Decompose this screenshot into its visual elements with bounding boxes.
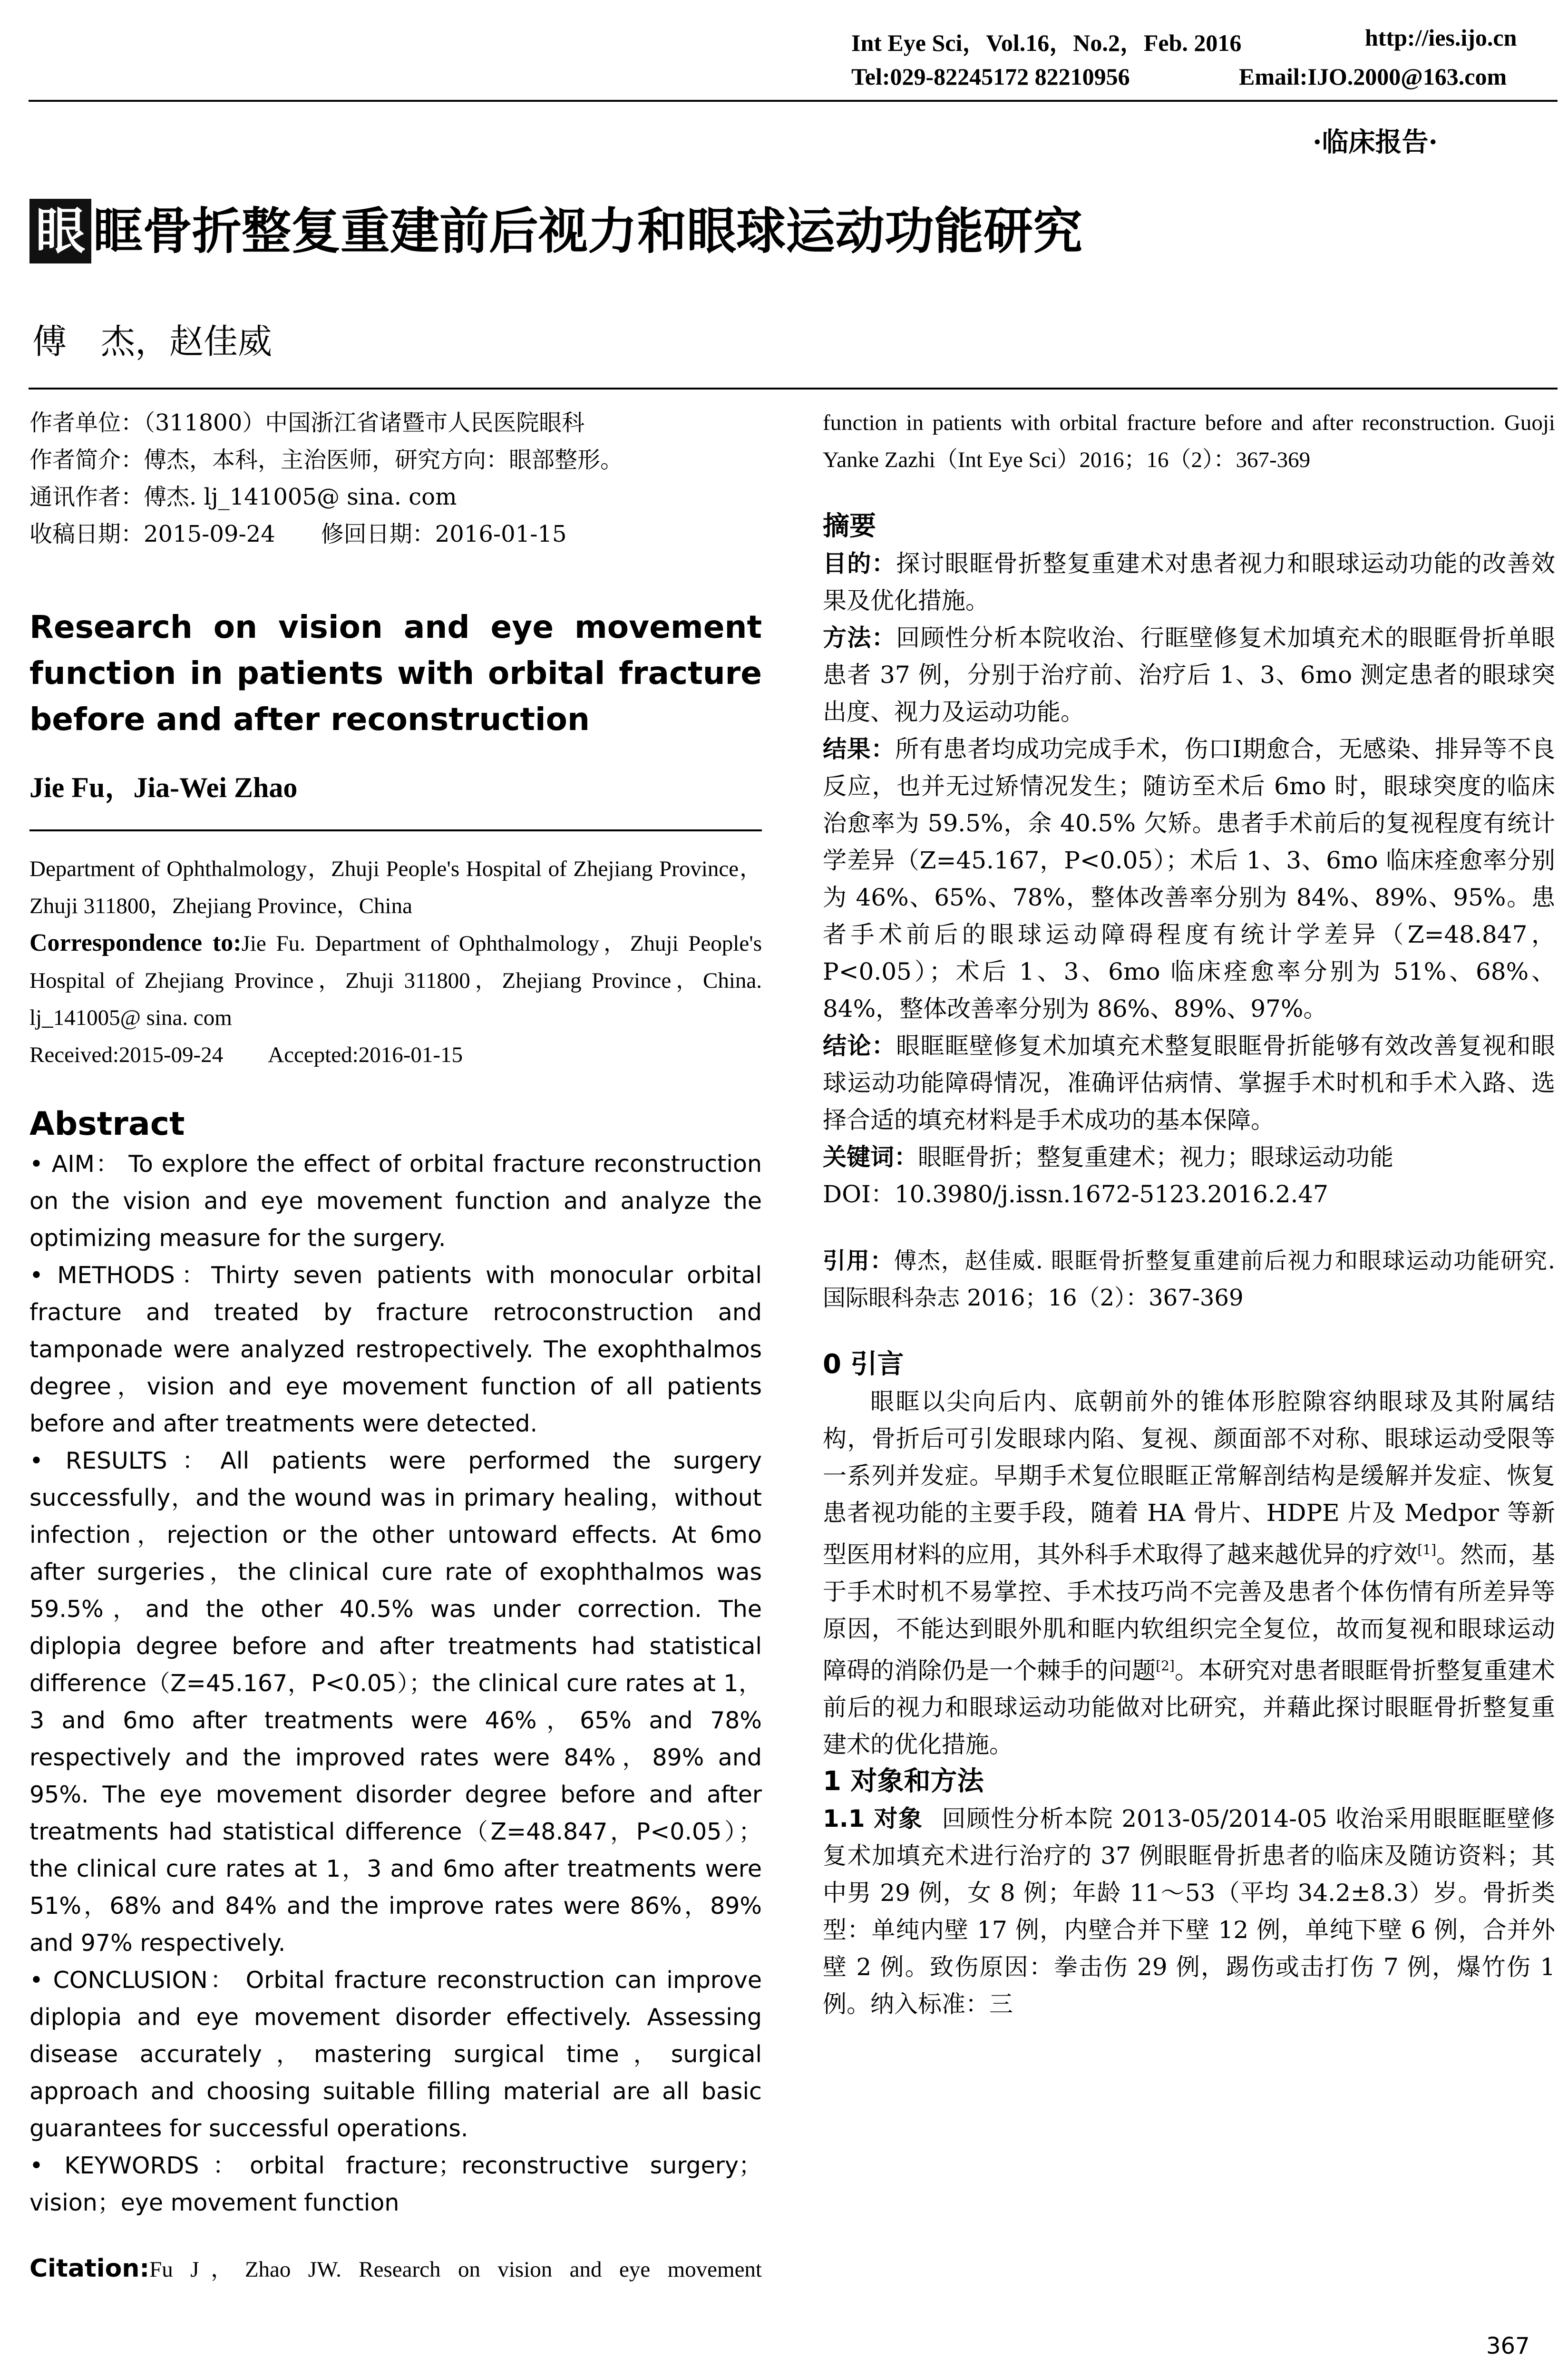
english-affiliation: Department of Ophthalmology，Zhuji People's Hospital of Zhejiang Province，Zhuji 311800，Zhejiang Province，China xyxy=(29,857,762,918)
citation-cn-label: 引用： xyxy=(823,1247,894,1274)
citation-label: Citation: xyxy=(29,2254,150,2283)
abstract-keywords: • KEYWORDS：orbital fracture；reconstructive surgery；vision；eye movement function xyxy=(29,2152,762,2216)
section-label: ·临床报告· xyxy=(1313,127,1438,158)
title-first-char: 眼 xyxy=(29,199,91,263)
citation-en-continued: function in patients with orbital fracture before and after reconstruction. Guoji Yanke Zazhi（Int Eye Sci）2016；16（2）：367-369 xyxy=(823,410,1555,472)
abstract-cn-heading: 摘要 xyxy=(823,511,876,542)
journal-info: Int Eye Sci，Vol.16，No.2，Feb. 2016 xyxy=(851,29,1242,56)
info-author-bio: 作者简介：傅杰，本科，主治医师，研究方向：眼部整形。 xyxy=(29,447,623,473)
english-authors: Jie Fu，Jia-Wei Zhao xyxy=(29,772,298,803)
english-received: Received:2015-09-24 Accepted:2016-01-15 xyxy=(29,1042,463,1067)
info-affiliation: 作者单位：（311800）中国浙江省诸暨市人民医院眼科 xyxy=(29,409,585,436)
header-rule xyxy=(29,100,1558,102)
info-dates: 收稿日期：2015-09-24 修回日期：2016-01-15 xyxy=(29,521,567,547)
english-abstract xyxy=(29,1146,762,2221)
page-number: 367 xyxy=(1486,2333,1530,2359)
subsection-1-1-text: 回顾性分析本院 2013-05/2014-05 收治采用眼眶眶壁修复术加填充术进行治疗的 37 例眼眶骨折患者的临床及随访资料；其中男 29 例，女 8 例；年龄 11～53（平均 34.2±8.3）岁。骨折类型：单纯内壁 17 例，内壁合并下壁 12 例，单纯下壁 6 例，合并外壁 2 例。致伤原因：拳击伤 29 例，踢伤或击打伤 7 例，爆竹伤 1 例。纳入标准：三 xyxy=(823,1805,1555,2018)
section-0-heading: 0 引言 xyxy=(823,1349,904,1380)
citation-en xyxy=(29,2250,762,2288)
reference-2[interactable]: [2] xyxy=(1156,1657,1175,1674)
left-column xyxy=(29,404,762,2288)
abstract-cn-methods: 方法：回顾性分析本院收治、行眶壁修复术加填充术的眼眶骨折单眼患者 37 例，分别于治疗前、治疗后 1、3、6mo 测定患者的眼球突出度、视力及运动功能。 xyxy=(823,624,1556,726)
abstract-cn-doi[interactable]: DOI：10.3980/j.issn.1672-5123.2016.2.47 xyxy=(823,1180,1328,1208)
abstract-heading: Abstract xyxy=(29,1105,185,1143)
en-authors-rule xyxy=(29,829,762,831)
english-correspondence xyxy=(29,925,762,1036)
abstract-cn-results: 结果：所有患者均成功完成手术，伤口Ⅰ期愈合，无感染、排异等不良反应，也并无过矫情况发生；随访至术后 6mo 时，眼球突度的临床治愈率为 59.5%，余 40.5% 欠矫。患者手术前后的复视程度有统计学差异（Z=45.167，P<0.05）；术后 1、3、6mo 临床痊愈率分别为 46%、65%、78%，整体改善率分别为 84%、89%、95%。患者手术前后的眼球运动障碍程度有统计学差异（Z=48.847，P<0.05）；术后 1、3、6mo 临床痊愈率分别为 51%、68%、84%，整体改善率分别为 86%、89%、97%。 xyxy=(823,735,1556,1023)
abstract-aim: • AIM： To explore the effect of orbital fracture reconstruction on the vision and eye movement function and analyze the optimizing measure for the surgery. xyxy=(29,1150,762,1252)
info-correspondence: 通讯作者：傅杰. lj_141005@ sina. com xyxy=(29,484,457,510)
abstract-conclusion: • CONCLUSION： Orbital fracture reconstruction can improve diplopia and eye movement disorder effectively. Assessing disease accurately，mastering surgical time，surgical approach and choosing suitable filling material are all basic guarantees for successful operations. xyxy=(29,1967,762,2142)
journal-email[interactable]: Email:IJO.2000@163.com xyxy=(1239,63,1507,90)
correspondence-label: Correspondence to: xyxy=(29,929,242,956)
abstract-cn-conclusion: 结论：眼眶眶壁修复术加填充术整复眼眶骨折能够有效改善复视和眼球运动功能障碍情况，准确评估病情、掌握手术时机和手术入路、选择合适的填充材料是手术成功的基本保障。 xyxy=(823,1032,1556,1134)
citation-cn xyxy=(823,1242,1555,1316)
section-0-body: 眼眶以尖向后内、底朝前外的锥体形腔隙容纳眼球及其附属结构，骨折后可引发眼球内陷、复视、颜面部不对称、眼球运动受限等一系列并发症。早期手术复位眼眶正常解剖结构是缓解并发症、恢复患者视功能的主要手段，随着 HA 骨片、HDPE 片及 Medpor 等新型医用材料的应用，其外科手术取得了越来越优异的疗效[1]。然而，基于手术时机不易掌控、手术技巧尚不完善及患者个体伤情有所差异等原因，不能达到眼外肌和眶内软组织完全复位，故而复视和眼球运动障碍的消除仍是一个棘手的问题[2]。本研究对患者眼眶骨折整复重建术前后的视力和眼球运动功能做对比研究，并藉此探讨眼眶骨折整复重建术的优化措施。 xyxy=(823,1388,1556,1759)
section-1-heading: 1 对象和方法 xyxy=(823,1766,984,1797)
right-column xyxy=(823,404,1555,2023)
info-cn xyxy=(29,404,762,553)
journal-url[interactable]: http://ies.ijo.cn xyxy=(1365,24,1517,51)
abstract-cn xyxy=(823,545,1555,1213)
authors-cn: 傅 杰，赵佳威 xyxy=(32,321,273,361)
abstract-cn-keywords: 关键词：眼眶骨折；整复重建术；视力；眼球运动功能 xyxy=(823,1143,1393,1171)
correspondence-text: Jie Fu. Department of Ophthalmology，Zhuji People's Hospital of Zhejiang Province，Zhuji 311800，Zhejiang Province，China. lj_141005@ sina. com xyxy=(29,931,762,1030)
citation-left-text: Fu J，Zhao JW. Research on vision and eye movement xyxy=(149,2257,762,2282)
subsection-1-1-label: 1.1 对象 xyxy=(823,1805,923,1833)
section-1-body xyxy=(823,1800,1555,2023)
abstract-methods: • METHODS：Thirty seven patients with monocular orbital fracture and treated by fracture retroconstruction and tamponade were analyzed restropectively. The exophthalmos degree，vision and eye movement function of all patients before and after treatments were detected. xyxy=(29,1262,762,1437)
authors-rule xyxy=(29,388,1558,390)
english-title: Research on vision and eye movement function in patients with orbital fracture before and after reconstruction xyxy=(29,609,762,738)
abstract-results: • RESULTS：All patients were performed the surgery successfully，and the wound was in primary healing，without infection，rejection or the other untoward effects. At 6mo after surgeries，the clinical cure rate of exophthalmos was 59.5%，and the other 40.5% was under correction. The diplopia degree before and after treatments had statistical difference（Z=45.167，P<0.05）；the clinical cure rates at 1，3 and 6mo after treatments were 46%，65% and 78% respectively and the improved rates were 84%，89% and 95%. The eye movement disorder degree before and after treatments had statistical difference（Z=48.847，P<0.05）；the clinical cure rates at 1，3 and 6mo after treatments were 51%，68% and 84% and the improve rates were 86%，89% and 97% respectively. xyxy=(29,1447,762,1957)
page-title xyxy=(29,199,1082,263)
abstract-cn-purpose: 目的：探讨眼眶骨折整复重建术对患者视力和眼球运动功能的改善效果及优化措施。 xyxy=(823,550,1556,614)
journal-tel: Tel:029-82245172 82210956 xyxy=(851,63,1130,90)
citation-cn-text: 傅杰，赵佳威. 眼眶骨折整复重建前后视力和眼球运动功能研究. 国际眼科杂志 2016；16（2）：367-369 xyxy=(823,1247,1555,1311)
reference-1[interactable]: [1] xyxy=(1417,1542,1436,1558)
title-text: 眶骨折整复重建前后视力和眼球运动功能研究 xyxy=(93,202,1083,260)
